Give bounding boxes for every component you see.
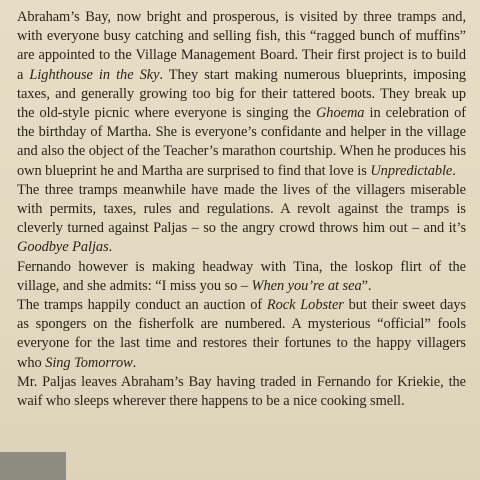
p1-text-1: Abraham’s Bay, now bright and prosperous, is visited by three tramps and, with everyone busy catching and selling fish, this “ragged bunch of muffins” are appointed to the Village Management Board. Their first project is to build a (17, 9, 466, 83)
p1-text-4: . (452, 162, 456, 179)
p4-text-3: . (132, 354, 137, 371)
paragraph-3 (17, 258, 466, 296)
p1-text-2: . They start making numerous blueprints, imposing taxes, and generally growing too big for their tattered boots. They break up the old-style picnic where everyone is singing the (17, 66, 466, 122)
paragraph-2 (17, 181, 466, 258)
p1-text-3: in celebration of the birthday of Martha. She is everyone’s confidante and helper in the village and also the object of the Teacher’s marathon courtship. When he produces his own blueprint he and Martha are surprised to find that love is (17, 105, 467, 179)
p1-title-unpredictable: Unpredictable (370, 162, 453, 179)
p3-text-1: Fernando however is making headway with Tina, the loskop flirt of the village, and she admits: “I miss you so – (17, 258, 466, 294)
paragraph-4 (17, 296, 466, 373)
paragraph-1 (17, 8, 466, 181)
p1-title-ghoema: Ghoema (315, 105, 365, 122)
p2-text-1: The three tramps meanwhile have made the lives of the villagers miserable with permits, taxes, rules and regulations. A revolt against the tramps is cleverly turned against Paljas – so the angry crowd throws him out – and it’s (17, 181, 466, 237)
p5-text-1: Mr. Paljas leaves Abraham’s Bay having traded in Fernando for Kriekie, the waif who sleeps wherever there happens to be a nice cooking smell. (17, 373, 466, 410)
p3-text-2: ”. (361, 277, 372, 294)
p1-title-lighthouse-in-the-sky: Lighthouse in the Sky (29, 66, 160, 83)
p4-text-2: but their sweet days as spongers on the fisherfolk are numbered. A mysterious “official” fools everyone for the last time and restores their fortunes to the happy villagers who (17, 297, 466, 371)
corner-grey-block (0, 452, 66, 480)
p4-title-rock-lobster: Rock Lobster (266, 297, 344, 314)
p2-text-2: . (108, 239, 113, 256)
p3-title-when-youre-at-sea: When you’re at sea (251, 277, 362, 294)
p2-title-goodbye-paljas: Goodbye Paljas (17, 239, 109, 256)
synopsis-text (17, 8, 466, 411)
p4-title-sing-tomorrow: Sing Tomorrow (45, 354, 133, 371)
paragraph-5 (17, 373, 466, 411)
p4-text-1: The tramps happily conduct an auction of (17, 297, 267, 314)
